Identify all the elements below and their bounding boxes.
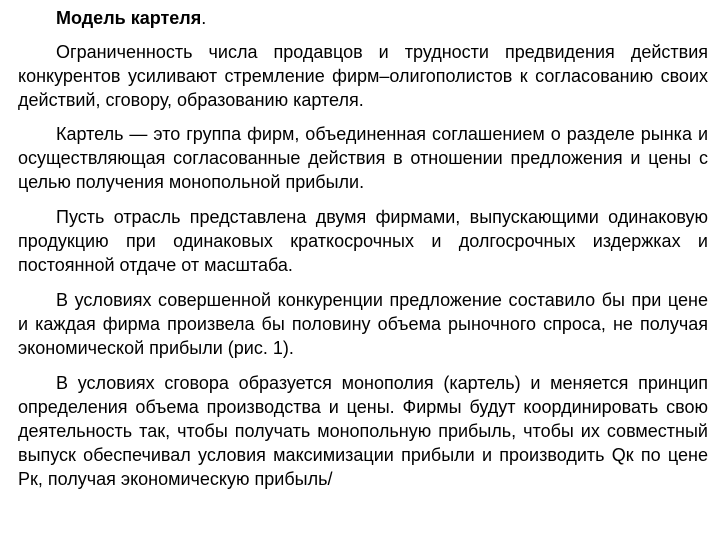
paragraph-oligopoly-collusion: Ограниченность числа продавцов и трудности предвидения действия конкурентов усиливают стремление фирм–олигополистов к согласованию своих действий, сговору, образованию картеля. [18, 42, 708, 110]
document-title [18, 0, 708, 30]
document-title-text: Модель картеля [56, 8, 202, 28]
paragraph-perfect-competition: В условиях совершенной конкуренции предложение составило бы при цене и каждая фирма произвела бы половину объема рыночного спроса, не получая экономической прибыли (рис. 1). [18, 290, 708, 358]
paragraph-cartel-definition: Картель — это группа фирм, объединенная соглашением о разделе рынка и осуществляющая согласованные действия в отношении предложения и цены с целью получения монопольной прибыли. [18, 124, 708, 192]
paragraph-collusion-monopoly: В условиях сговора образуется монополия (картель) и меняется принцип определения объема производства и цены. Фирмы будут координировать свою деятельность так, чтобы получать монопольную прибыль, чтобы их совместный выпуск обеспечивал условия максимизации прибыли и производить Qк по цене Рк, получая экономическую прибыль/ [18, 373, 708, 489]
document-page [18, 0, 708, 491]
paragraph-two-firms-assumption: Пусть отрасль представлена двумя фирмами, выпускающими одинаковую продукцию при одинаковых краткосрочных и долгосрочных издержках и постоянной отдаче от масштаба. [18, 207, 708, 275]
document-title-period: . [201, 8, 207, 28]
